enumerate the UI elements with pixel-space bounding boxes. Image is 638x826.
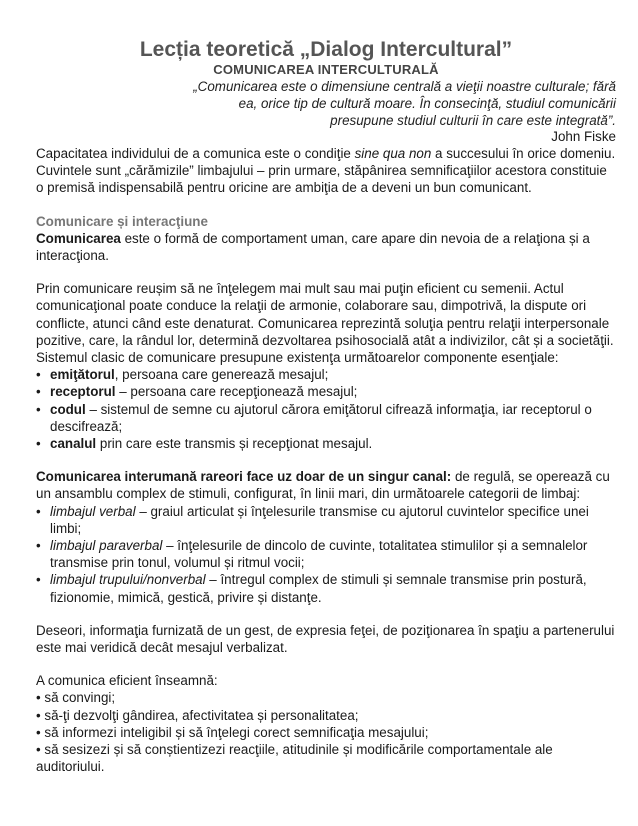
definition-text: este o formă de comportament uman, care apare din nevoia de a relaţiona și a interacţiona. (36, 230, 590, 264)
section-heading: Comunicare și interacţiune (36, 213, 208, 229)
effective-intro: A comunica eficient înseamnă: (36, 673, 218, 689)
list-item-text: – persoana care recepţionează mesajul; (115, 384, 358, 400)
list-item-term: limbajul paraverbal (50, 538, 163, 554)
epigraph-quote: „Comunicarea este o dimensiune centrală a vieţii noastre culturale; fără ea, orice tip de cultură moare. În consecinţă, studiul comunicării presupune studiul culturii în care este integrată”. (193, 79, 616, 128)
list-item-text: – sistemul de semne cu ajutorul cărora emiţătorul cifrează informaţia, iar receptorul o descifrează; (50, 401, 592, 434)
communication-paragraph: Prin comunicare reușim să ne înţelegem mai mult sau mai puţin eficient cu semenii. Actul comunicaţional poate conduce la relaţii de armonie, colaborare sau, dimpotrivă, la dispute ori conflicte, atunci când este denaturat. Comunicarea reprezintă soluţia pentru relaţii interpersonale pozitive, care, la rândul lor, determină dezvoltarea psihosocială atât a indivizilor, cât și a societăţii. Sistemul clasic de comunicare presupune existenţa următoarelor componente esenţiale: (36, 281, 614, 366)
list-item: • să-ţi dezvolţi gândirea, afectivitatea și personalitatea; (36, 707, 359, 723)
list-item (50, 383, 616, 400)
list-item (50, 537, 616, 571)
list-item-term: limbajul trupului/nonverbal (50, 572, 206, 588)
channels-text: de regulă, se operează cu un ansamblu complex de stimuli, configurat, în linii mari, din următoarele categorii de limbaj: (36, 469, 610, 502)
gesture-paragraph: Deseori, informaţia furnizată de un gest, de expresia feţei, de poziţionarea în spaţiu a partenerului este mai veridică decât mesajul verbalizat. (36, 622, 615, 656)
list-item-term: canalul (50, 436, 97, 452)
effective-list (36, 689, 616, 775)
definition-paragraph (36, 230, 616, 264)
intro-text-2: a succesului în orice domeniu. Cuvintele sunt „cărămizile” limbajului – prin urmare, stăpânirea semnificaţiilor acestora constituie o premisă indispensabilă pentru oricine are ambiţia de a deveni un bun comunicant. (36, 146, 616, 196)
page-subtitle: COMUNICAREA INTERCULTURALĂ (213, 62, 439, 77)
list-item (50, 435, 616, 452)
list-item-term: emiţătorul (50, 367, 115, 383)
intro-emphasis: sine qua non (354, 146, 432, 161)
channels-bold: Comunicarea interumană rareori face uz doar de un singur canal: (36, 469, 452, 485)
list-item: • să sesizezi și să conștientizezi reacţiile, atitudinile și modificările comportamentale ale auditoriului. (36, 742, 553, 775)
channels-paragraph (36, 468, 616, 502)
list-item-text: – înţelesurile de dincolo de cuvinte, totalitatea stimulilor și a semnalelor transmise prin tonul, volumul și ritmul vocii; (50, 538, 588, 571)
list-item-term: limbajul verbal (50, 503, 136, 519)
list-item-text: prin care este transmis și recepţionat mesajul. (96, 436, 373, 452)
epigraph-author: John Fiske (551, 129, 616, 144)
list-item: • să convingi; (36, 690, 116, 706)
components-list (36, 366, 616, 452)
list-item-text: – graiul articulat și înţelesurile transmise cu ajutorul cuvintelor specifice unei limbi; (50, 503, 589, 536)
intro-paragraph (36, 145, 616, 197)
list-item-term: receptorul (50, 384, 116, 400)
intro-text-1: Capacitatea individului de a comunica este o condiţie (36, 146, 355, 161)
page-title: Lecția teoretică „Dialog Intercultural” (139, 38, 513, 61)
list-item-term: codul (50, 401, 86, 417)
list-item-text: – întregul complex de stimuli și semnale transmise prin postură, fizionomie, mimică, gestică, privire și distanţe. (50, 572, 587, 605)
list-item (50, 401, 616, 435)
list-item (50, 571, 616, 605)
definition-term: Comunicarea (36, 230, 121, 246)
languages-list (36, 503, 616, 606)
list-item: • să informezi inteligibil și să înţelegi corect semnificaţia mesajului; (36, 724, 429, 740)
list-item (50, 366, 616, 383)
list-item (50, 503, 616, 537)
list-item-text: , persoana care generează mesajul; (114, 367, 329, 383)
